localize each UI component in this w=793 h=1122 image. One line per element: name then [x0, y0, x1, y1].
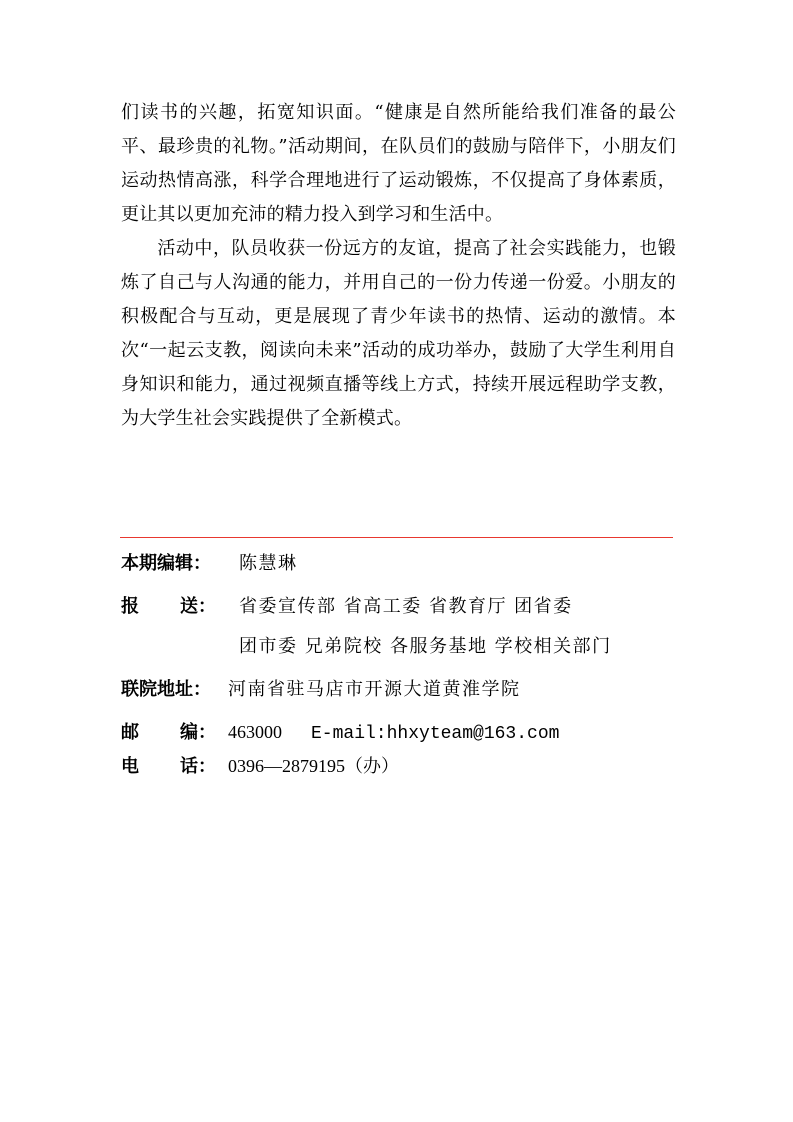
editor-name: 陈慧琳 — [239, 553, 298, 574]
phone-row — [121, 753, 399, 780]
editor-row — [121, 551, 298, 577]
sendto-line-2: 团市委 兄弟院校 各服务基地 学校相关部门 — [239, 636, 612, 657]
address-label: 联院地址： — [121, 679, 211, 700]
postcode-row — [121, 719, 559, 747]
postcode-label-right: 编： — [180, 722, 216, 743]
address-value: 河南省驻马店市开源大道黄淮学院 — [228, 679, 521, 700]
article-body — [121, 96, 676, 436]
footer-divider — [120, 537, 673, 538]
phone-label-right: 话： — [180, 756, 216, 777]
sendto-label-left: 报 — [121, 596, 139, 617]
editor-label: 本期编辑： — [121, 553, 211, 574]
email-text: E-mail:hhxyteam@163.com — [311, 724, 560, 744]
phone-label-left: 电 — [121, 756, 139, 777]
postcode-value: 463000 — [228, 722, 282, 742]
article-paragraph-text: 活动中，队员收获一份远方的友谊，提高了社会实践能力，也锻炼了自己与人沟通的能力，并用自己的一份力传递一份爱。小朋友的积极配合与互动，更是展现了青少年读书的热情、运动的激情。本次“一起云支教，阅读向未来”活动的成功举办，鼓励了大学生利用自身知识和能力，通过视频直播等线上方式，持续开展远程助学支教，为大学生社会实践提供了全新模式。 — [121, 238, 676, 429]
article-paragraph — [121, 232, 676, 436]
postcode-label-left: 邮 — [121, 722, 139, 743]
sendto-label-right: 送： — [180, 596, 216, 617]
sendto-row-continued — [121, 634, 612, 660]
address-row — [121, 677, 521, 703]
sendto-row — [121, 594, 573, 620]
sendto-line-1: 省委宣传部 省高工委 省教育厅 团省委 — [239, 596, 573, 617]
phone-value: 0396—2879195（办） — [228, 756, 399, 776]
article-paragraph: 们读书的兴趣，拓宽知识面。“健康是自然所能给我们准备的最公平、最珍贵的礼物。”活动期间，在队员们的鼓励与陪伴下，小朋友们运动热情高涨，科学合理地进行了运动锻炼，不仅提高了身体素质，更让其以更加充沛的精力投入到学习和生活中。 — [121, 102, 676, 225]
